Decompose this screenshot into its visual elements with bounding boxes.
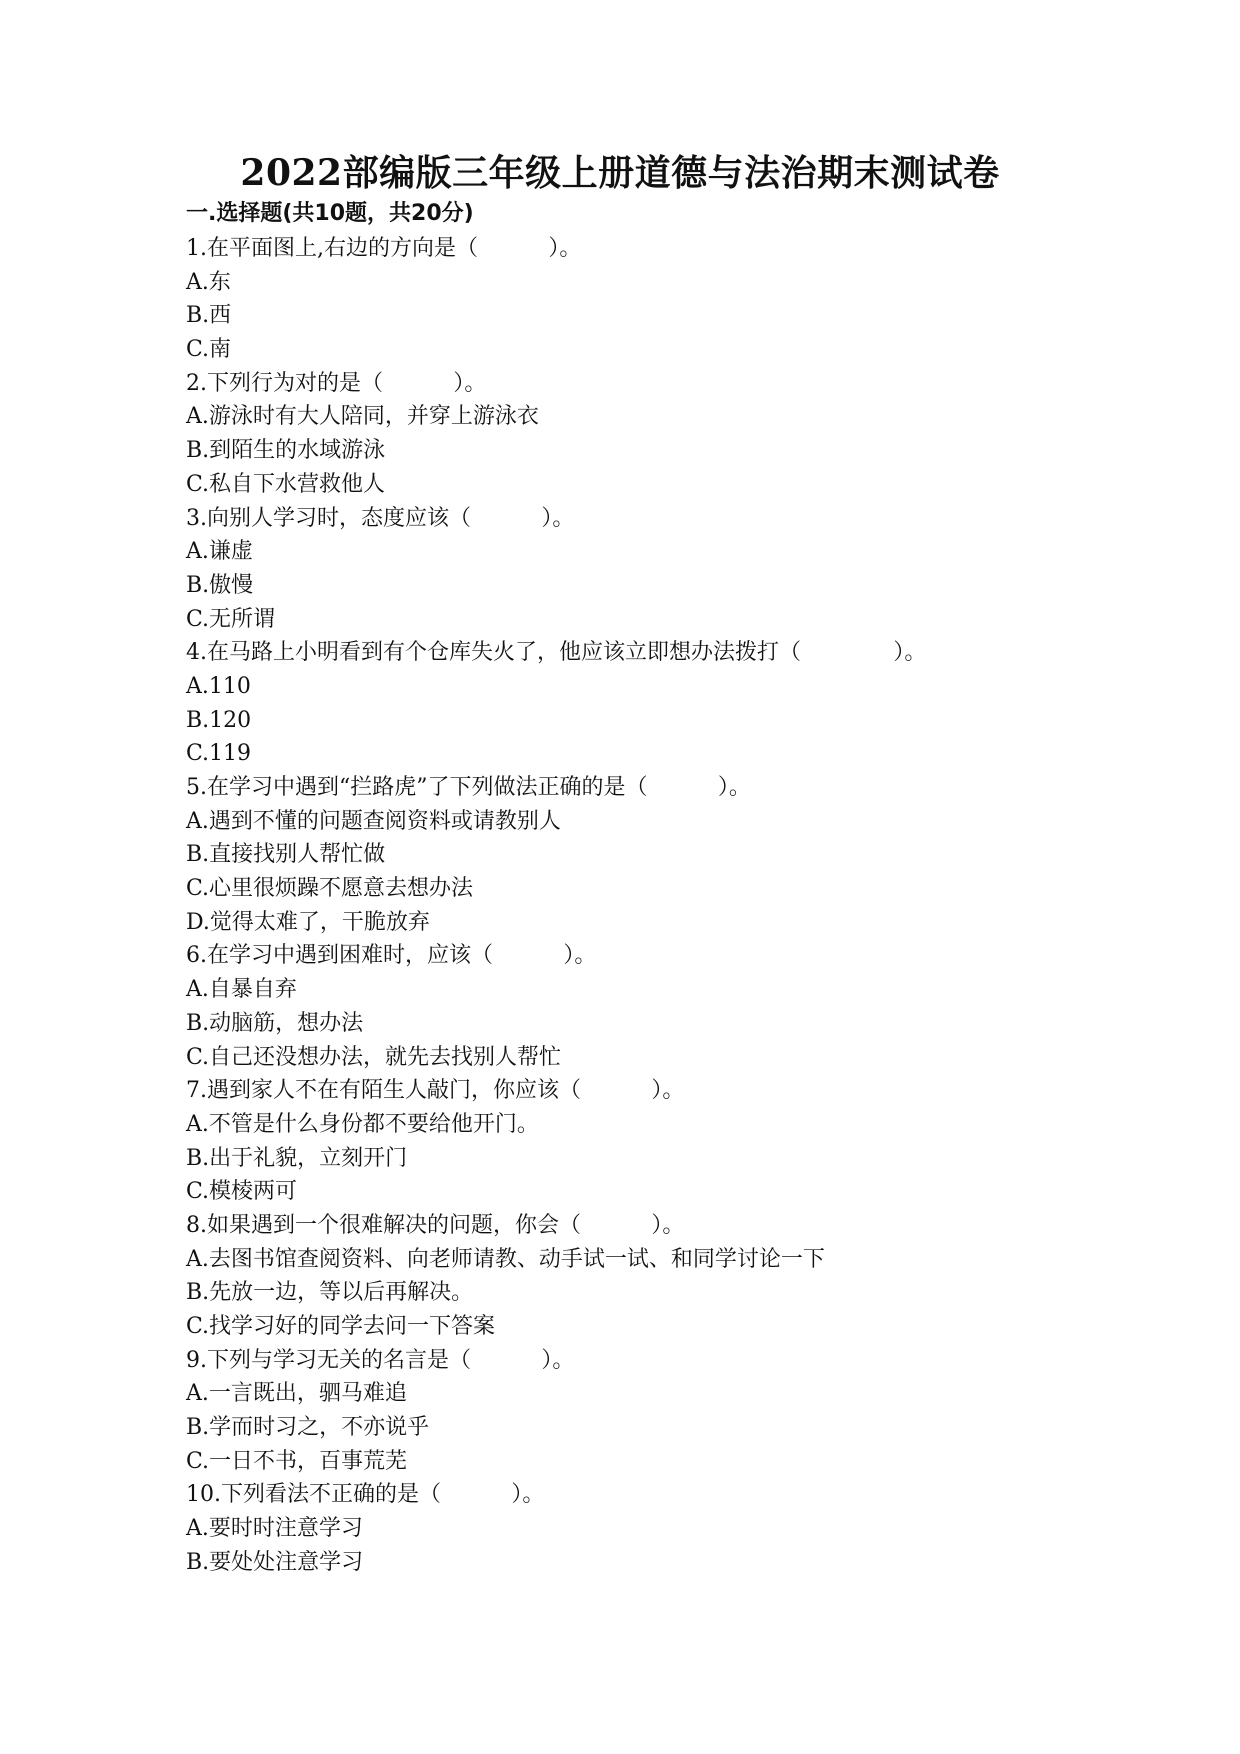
question-list <box>186 232 1086 1580</box>
question-5-stem <box>186 771 1086 805</box>
option: A.谦虚 <box>186 539 253 565</box>
question-stem-text: 2.下列行为对的是（ <box>186 370 383 396</box>
option: A.东 <box>186 269 231 295</box>
question-stem-end: ）。 <box>511 1482 545 1508</box>
question-stem-text: 1.在平面图上,右边的方向是（ <box>186 236 478 261</box>
question-stem-end: ）。 <box>453 370 487 396</box>
question-stem-text: 4.在马路上小明看到有个仓库失火了，他应该立即想办法拨打（ <box>186 640 801 666</box>
option: A.110 <box>186 673 251 699</box>
option: B.120 <box>186 707 252 733</box>
option: B.学而时习之，不亦说乎 <box>186 1415 430 1441</box>
question-stem-end: ）。 <box>893 640 927 666</box>
option: A.游泳时有大人陪同，并穿上游泳衣 <box>186 404 539 430</box>
question-6-stem <box>186 939 1086 973</box>
option: A.不管是什么身份都不要给他开门。 <box>186 1111 539 1137</box>
question-2-stem <box>186 367 1086 401</box>
option: A.遇到不懂的问题查阅资料或请教别人 <box>186 808 561 834</box>
option: C.模棱两可 <box>186 1179 298 1205</box>
option: B.直接找别人帮忙做 <box>186 842 386 868</box>
section-heading: 一.选择题(共10题，共20分) <box>186 201 474 226</box>
page-title: 2022部编版三年级上册道德与法治期末测试卷 <box>240 152 1000 194</box>
option: C.一日不书，百事荒芜 <box>186 1448 408 1474</box>
option: C.心里很烦躁不愿意去想办法 <box>186 876 474 902</box>
question-stem-end: ）。 <box>541 1347 575 1373</box>
question-stem-text: 10.下列看法不正确的是（ <box>186 1482 441 1508</box>
question-stem-text: 5.在学习中遇到“拦路虎”了下列做法正确的是（ <box>186 775 648 800</box>
question-stem-end: ）。 <box>548 236 582 261</box>
question-stem-end: ）。 <box>651 1212 685 1238</box>
question-stem-end: ）。 <box>563 943 597 969</box>
option: C.私自下水营救他人 <box>186 471 386 497</box>
question-stem-text: 3.向别人学习时，态度应该（ <box>186 505 471 531</box>
option: B.动脑筋，想办法 <box>186 1010 364 1036</box>
question-3-stem <box>186 502 1086 536</box>
question-stem-end: ）。 <box>651 1078 685 1104</box>
option: B.傲慢 <box>186 572 254 598</box>
question-stem-end: ）。 <box>541 505 575 531</box>
question-stem-text: 7.遇到家人不在有陌生人敲门，你应该（ <box>186 1078 581 1104</box>
option: A.去图书馆查阅资料、向老师请教、动手试一试、和同学讨论一下 <box>186 1246 825 1272</box>
option: C.119 <box>186 741 252 767</box>
option: A.自暴自弃 <box>186 977 297 1003</box>
option: A.一言既出，驷马难追 <box>186 1381 407 1407</box>
option: B.先放一边，等以后再解决。 <box>186 1280 474 1306</box>
option: B.到陌生的水域游泳 <box>186 438 386 464</box>
option: C.找学习好的同学去问一下答案 <box>186 1314 496 1339</box>
question-4-stem <box>186 636 1086 670</box>
option: B.西 <box>186 303 232 329</box>
question-1-stem <box>186 232 1086 266</box>
question-10-stem <box>186 1478 1086 1512</box>
option: B.要处处注意学习 <box>186 1549 364 1575</box>
option: C.无所谓 <box>186 606 276 632</box>
option: A.要时时注意学习 <box>186 1516 363 1542</box>
question-stem-text: 6.在学习中遇到困难时，应该（ <box>186 943 493 969</box>
question-9-stem <box>186 1344 1086 1378</box>
question-8-stem <box>186 1209 1086 1243</box>
question-7-stem <box>186 1074 1086 1108</box>
option: B.出于礼貌，立刻开门 <box>186 1145 408 1171</box>
option: D.觉得太难了，干脆放弃 <box>186 909 430 935</box>
question-stem-end: ）。 <box>717 775 751 800</box>
question-stem-text: 8.如果遇到一个很难解决的问题，你会（ <box>186 1212 581 1238</box>
option: C.南 <box>186 337 232 363</box>
option: C.自己还没想办法，就先去找别人帮忙 <box>186 1044 562 1070</box>
question-stem-text: 9.下列与学习无关的名言是（ <box>186 1347 471 1373</box>
